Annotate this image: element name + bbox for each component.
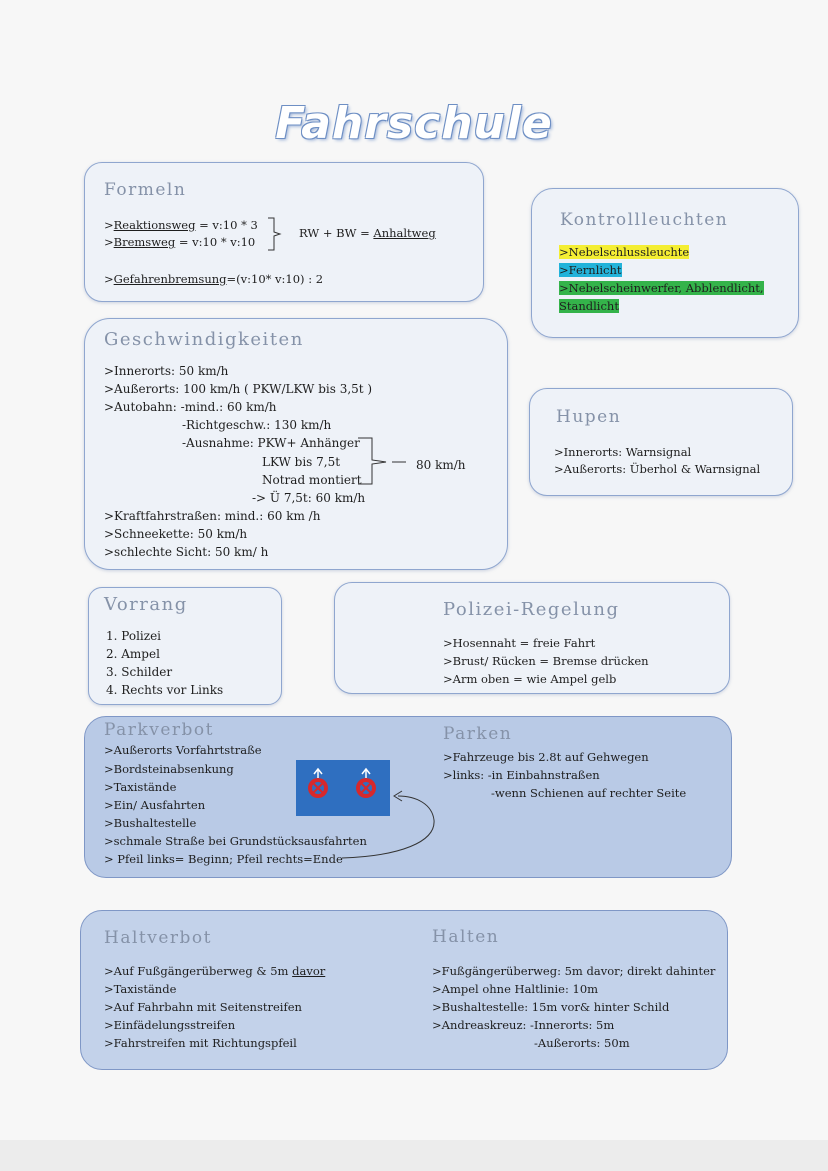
bremsweg-label: Bremsweg [113, 235, 176, 249]
geschw-result: 80 km/h [416, 458, 466, 472]
parkverbot-item: >Außerorts Vorfahrtstraße [104, 743, 262, 757]
page-title: Fahrschule [275, 98, 553, 149]
anhaltweg-line [299, 224, 436, 242]
parken-heading: Parken [443, 724, 513, 744]
geschw-richtgeschw: -Richtgeschw.: 130 km/h [182, 418, 332, 432]
kontroll-item: Standlicht [559, 299, 619, 313]
vorrang-item: 1. Polizei [106, 629, 162, 643]
polizei-item: >Arm oben = wie Ampel gelb [443, 672, 617, 686]
haltverbot-item: >Fahrstreifen mit Richtungspfeil [104, 1036, 297, 1050]
polizei-item: >Brust/ Rücken = Bremse drücken [443, 654, 649, 668]
geschw-heading: Geschwindigkeiten [104, 329, 304, 350]
haltverbot-heading: Haltverbot [104, 928, 212, 948]
vorrang-item: 2. Ampel [106, 647, 160, 661]
parkverbot-item: >Bushaltestelle [104, 816, 197, 830]
halten-item: >Ampel ohne Haltlinie: 10m [432, 982, 599, 996]
vorrang-item: 3. Schilder [106, 665, 173, 679]
geschw-schnee: >Schneekette: 50 km/h [104, 527, 248, 541]
vorrang-item: 4. Rechts vor Links [106, 683, 224, 697]
geschw-kraft: >Kraftfahrstraßen: mind.: 60 km /h [104, 509, 321, 523]
haltverbot-item: >Taxistände [104, 982, 177, 996]
haltverbot-item: >Auf Fahrbahn mit Seitenstreifen [104, 1000, 302, 1014]
geschw-autobahn: >Autobahn: -mind.: 60 km/h [104, 400, 277, 414]
polizei-heading: Polizei-Regelung [443, 599, 620, 620]
hupen-heading: Hupen [556, 407, 622, 427]
parken-item: >links: -in Einbahnstraßen [443, 768, 600, 782]
formeln-heading: Formeln [104, 180, 187, 200]
formeln-brace [266, 216, 288, 252]
curved-arrow-icon [340, 784, 450, 864]
hupen-ausserorts: >Außerorts: Überhol & Warnsignal [554, 462, 761, 476]
geschw-innerorts: >Innerorts: 50 km/h [104, 364, 229, 378]
anhaltweg-result: Anhaltweg [373, 226, 436, 240]
halten-item: -Außerorts: 50m [534, 1036, 630, 1050]
kontroll-item: >Nebelschlussleuchte [559, 245, 690, 259]
parkverbot-heading: Parkverbot [104, 720, 214, 740]
geschw-brace [356, 436, 406, 488]
parkverbot-item: >schmale Straße bei Grundstücksausfahrten [104, 834, 367, 848]
kontroll-heading: Kontrollleuchten [560, 210, 729, 230]
geschw-sicht: >schlechte Sicht: 50 km/ h [104, 545, 269, 559]
geschw-lkw: LKW bis 7,5t [262, 455, 341, 469]
bremsweg-line: >Bremsweg = v:10 * v:10 [104, 235, 256, 249]
reaktionsweg-line: >Reaktionsweg = v:10 * 3 [104, 218, 258, 232]
halten-item: >Andreaskreuz: -Innerorts: 5m [432, 1018, 615, 1032]
gefahrenbremsung-line: >Gefahrenbremsung=(v:10* v:10) : 2 [104, 272, 324, 286]
gefahrenbremsung-label: Gefahrenbremsung [113, 272, 227, 286]
reaktionsweg-label: Reaktionsweg [113, 218, 196, 232]
parkverbot-item: >Taxistände [104, 780, 177, 794]
halten-heading: Halten [432, 927, 500, 947]
parkverbot-item: >Ein/ Ausfahrten [104, 798, 206, 812]
halten-item: >Fußgängerüberweg: 5m davor; direkt dahinter [432, 964, 716, 978]
hupen-box [529, 388, 793, 496]
geschw-ausserorts: >Außerorts: 100 km/h ( PKW/LKW bis 3,5t ) [104, 382, 373, 396]
polizei-item: >Hosennaht = freie Fahrt [443, 636, 596, 650]
hupen-innerorts: >Innerorts: Warnsignal [554, 445, 692, 459]
parken-item: >Fahrzeuge bis 2.8t auf Gehwegen [443, 750, 649, 764]
kontroll-item: >Nebelscheinwerfer, Abblendlicht, [559, 281, 764, 295]
reaktionsweg-formula: = v:10 * 3 [195, 218, 258, 232]
haltverbot-item: >Auf Fußgängerüberweg & 5m davor [104, 964, 326, 978]
vorrang-heading: Vorrang [104, 594, 188, 615]
geschw-ausnahme: -Ausnahme: PKW+ Anhänger [182, 436, 360, 450]
page-bottom-strip [0, 1140, 828, 1171]
anhaltweg-prefix: RW + BW = [299, 226, 374, 240]
bremsweg-formula: = v:10 * v:10 [175, 235, 256, 249]
kontroll-item: >Fernlicht [559, 263, 622, 277]
geschw-notrad: Notrad montiert [262, 473, 362, 487]
gefahrenbremsung-formula: =(v:10* v:10) : 2 [226, 272, 324, 286]
haltverbot-item: >Einfädelungsstreifen [104, 1018, 236, 1032]
parkverbot-item: >Bordsteinabsenkung [104, 762, 234, 776]
geschw-ue75: -> Ü 7,5t: 60 km/h [252, 491, 366, 505]
parken-item: -wenn Schienen auf rechter Seite [491, 786, 687, 800]
parkverbot-item: > Pfeil links= Beginn; Pfeil rechts=Ende [104, 852, 343, 866]
halten-item: >Bushaltestelle: 15m vor& hinter Schild [432, 1000, 670, 1014]
